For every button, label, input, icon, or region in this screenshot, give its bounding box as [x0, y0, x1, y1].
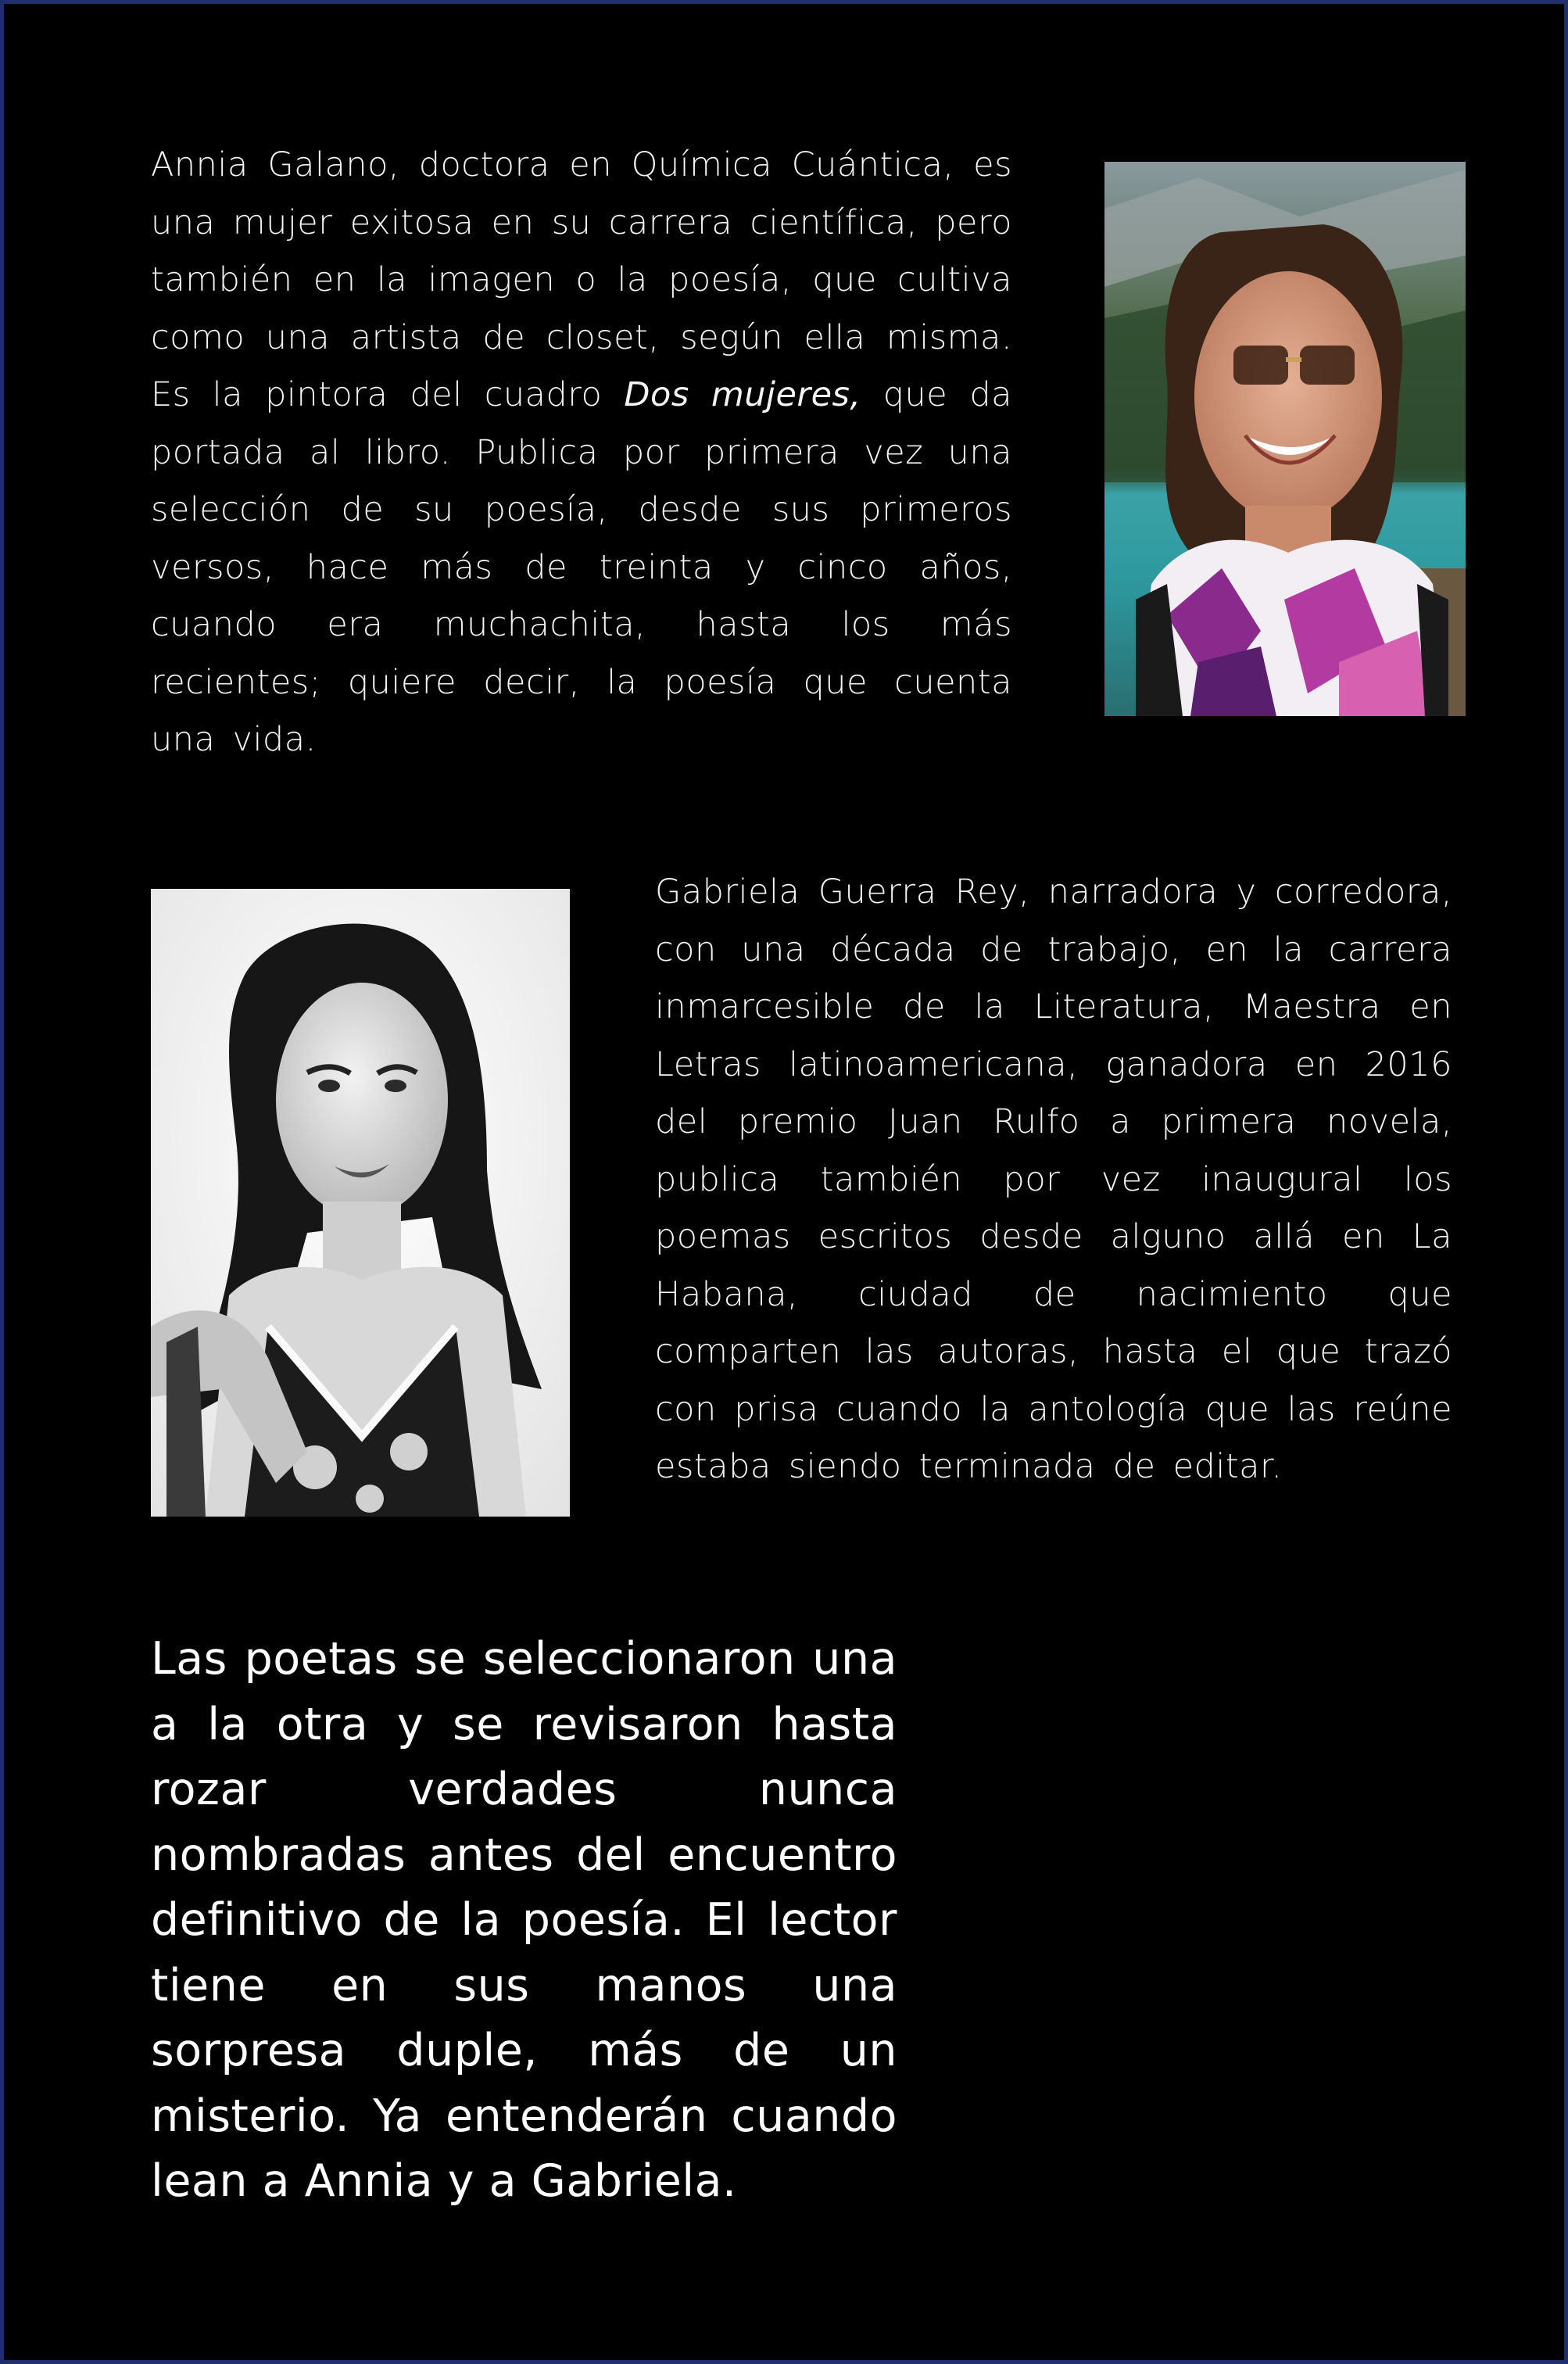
bio-annia-text-start: Annia Galano, doctora en Química Cuántica, es una mujer exitosa en su carrera científica, pero también en la imagen o la poesía, que cultiva como una artista de closet, según ella misma. Es la pintora del cuadro — [151, 145, 1012, 414]
closing-blurb: Las poetas se seleccionaron una a la otra y se revisaron hasta rozar verdades nunca nombradas antes del encuentro definitivo de la poesía. El lector tiene en sus manos una sorpresa duple, más de un misterio. Ya entenderán cuando lean a Annia y a Gabriela. — [151, 1633, 897, 2207]
bio-annia-galano — [151, 137, 1012, 769]
bio-annia-text-end: que da portada al libro. Publica por primera vez una selección de su poesía, desde sus primeros versos, hace más de treinta y cinco años, cuando era muchachita, hasta los más recientes; quiere decir, la poesía que cuenta una vida. — [151, 375, 1012, 759]
author-photo-annia-galano — [1104, 162, 1466, 716]
author-photo-gabriela-guerra-rey — [151, 889, 570, 1517]
painting-title: Dos mujeres, — [624, 375, 861, 414]
bio-gabriela-guerra-rey: Gabriela Guerra Rey, narradora y corredora, con una década de trabajo, en la carrera inmarcesible de la Literatura, Maestra en Letras latinoamericana, ganadora en 2016 del premio Juan Rulfo a primera novela, publica también por vez inaugural los poemas escritos desde alguno allá en La Habana, ciudad de nacimiento que comparten las autoras, hasta el que trazó con prisa cuando la antología que las reúne estaba siendo terminada de editar. — [655, 872, 1452, 1486]
